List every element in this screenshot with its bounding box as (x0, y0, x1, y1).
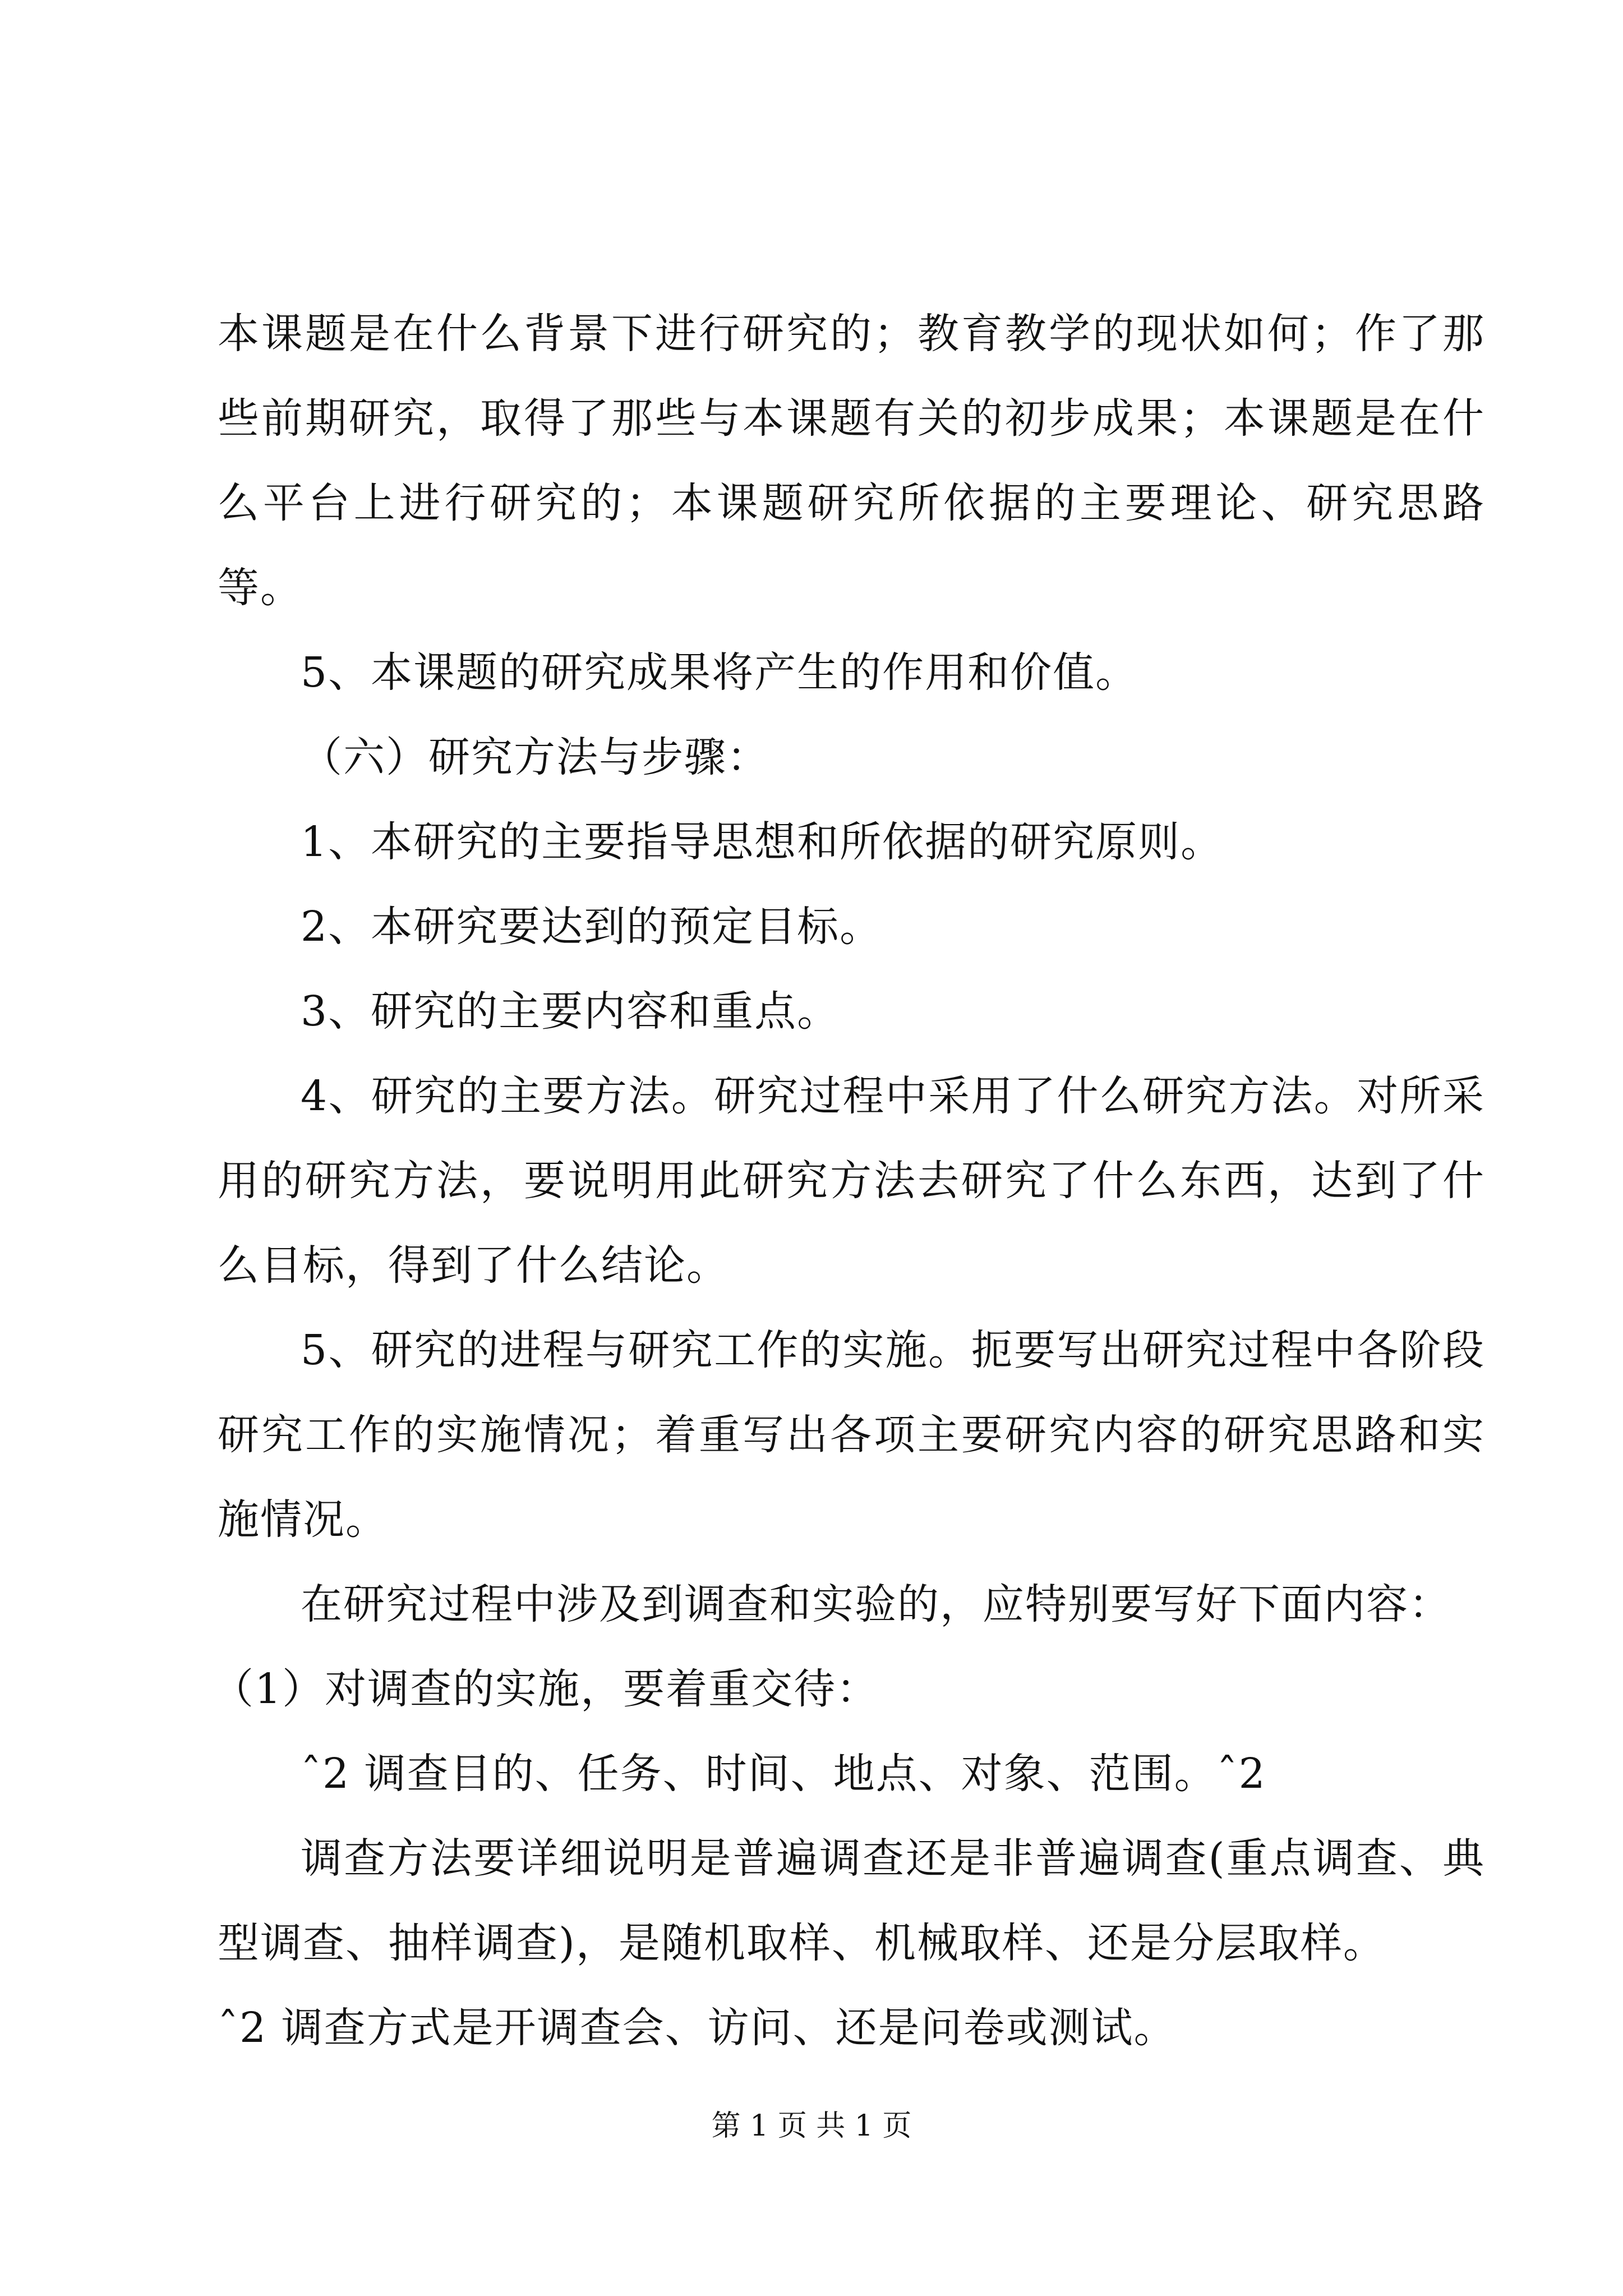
paragraph-main-content: 3、研究的主要内容和重点。 (301, 987, 840, 1036)
page-footer: 第 1 页 共 1 页 (711, 2109, 912, 2143)
section-heading-methods: （六）研究方法与步骤： (301, 733, 769, 781)
paragraph-survey-form: ˆ2 调查方式是开调查会、访问、还是问卷或测试。 (218, 2004, 1177, 2052)
paragraph-survey-intro: 在研究过程中涉及到调查和实验的，应特别要写好下面内容： (301, 1580, 1451, 1628)
paragraph-survey-method: 调查方法要详细说明是普遍调查还是非普遍调查(重点调查、典型调查、抽样调查)，是随机取样、机械取样、还是分层取样。 (218, 1834, 1485, 1967)
paragraph-survey-implementation: （1）对调查的实施，要着重交待： (212, 1665, 879, 1713)
document-body (212, 292, 1485, 2070)
paragraph-survey-purpose: ˆ2 调查目的、任务、时间、地点、对象、范围。ˆ2 (301, 1750, 1266, 1798)
paragraph-main-methods: 4、研究的主要方法。研究过程中采用了什么研究方法。对所采用的研究方法，要说明用此研究方法去研究了什么东西，达到了什么目标，得到了什么结论。 (218, 1072, 1485, 1290)
paragraph-outcome-value: 5、本课题的研究成果将产生的作用和价值。 (301, 648, 1138, 697)
paragraph-goals: 2、本研究要达到的预定目标。 (301, 903, 883, 951)
paragraph-guiding-principles: 1、本研究的主要指导思想和所依据的研究原则。 (301, 818, 1224, 866)
paragraph-background: 本课题是在什么背景下进行研究的；教育教学的现状如何；作了那些前期研究，取得了那些与本课题有关的初步成果；本课题是在什么平台上进行研究的；本课题研究所依据的主要理论、研究思路等。 (218, 310, 1485, 612)
paragraph-research-process: 5、研究的进程与研究工作的实施。扼要写出研究过程中各阶段研究工作的实施情况；着重写出各项主要研究内容的研究思路和实施情况。 (218, 1326, 1485, 1544)
